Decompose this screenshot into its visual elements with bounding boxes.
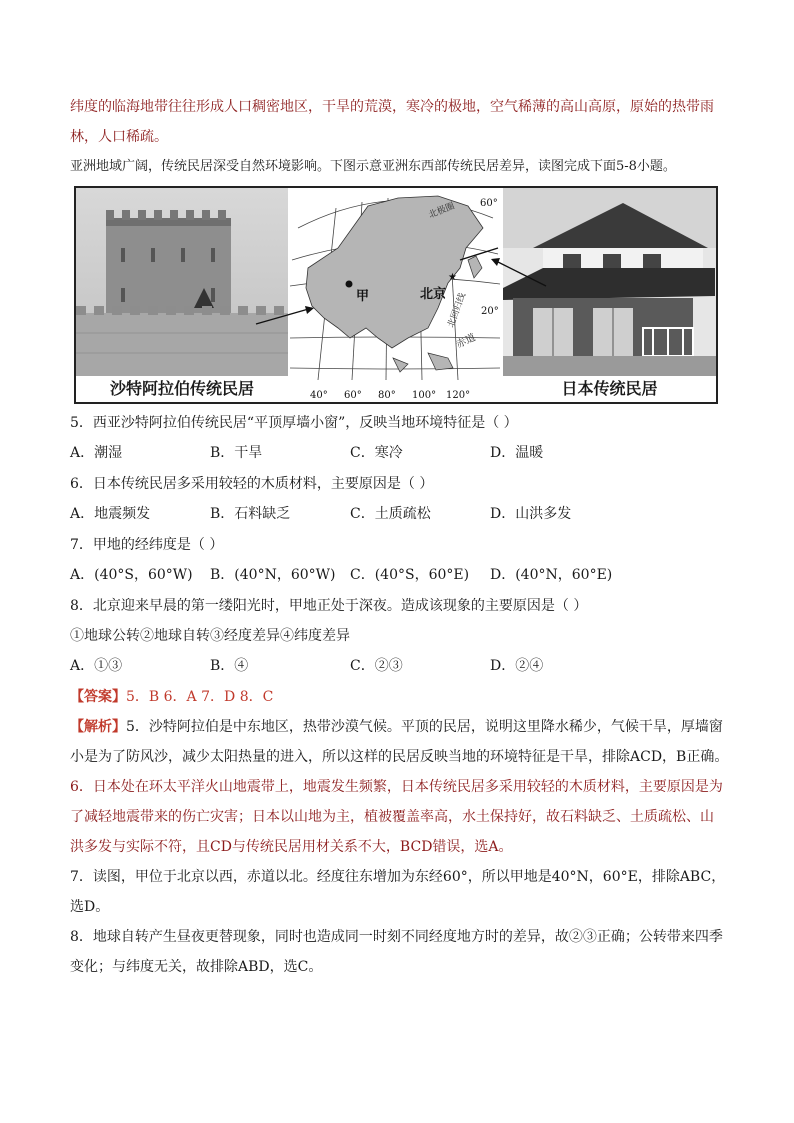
q8-option-b[interactable]: B．④	[210, 658, 249, 674]
arrow-left-icon	[305, 306, 314, 314]
q8-option-d[interactable]: D．②④	[490, 658, 544, 674]
q8-option-a[interactable]: A．①③	[70, 658, 123, 674]
q5-option-a[interactable]: A．潮湿	[70, 445, 123, 461]
map-label-beijing: 北京	[420, 287, 447, 302]
figure-arrows	[76, 188, 716, 402]
analysis-5-line-1	[70, 712, 730, 742]
map-label-lat60: 60°	[480, 198, 498, 209]
saudi-caption: 沙特阿拉伯传统民居	[76, 376, 288, 402]
analysis-6-line-3: 洪多发与实际不符，且CD与传统民居用材关系不大，BCD错误，选A。	[70, 839, 513, 855]
document-page	[70, 92, 730, 982]
q6-option-d[interactable]: D．山洪多发	[490, 506, 572, 522]
analysis-5-line-2: 小是为了防风沙，减少太阳热量的进入，所以这样的民居反映当地的环境特征是干旱，排除ACD，B正确。	[70, 749, 729, 765]
analysis-7-line-1: 7．读图，甲位于北京以西，赤道以北。经度往东增加为东经60°，所以甲地是40°N，60°E，排除ABC，	[70, 869, 726, 885]
question-7: 7．甲地的经纬度是（ ）	[70, 537, 224, 553]
japan-caption: 日本传统民居	[503, 376, 716, 402]
lon-tick-80: 80°	[378, 390, 396, 401]
analysis-label: 【解析】	[70, 719, 126, 735]
question-5-options	[70, 438, 730, 469]
map-label-tropic: 北回归线	[446, 291, 469, 330]
intro-line-1: 纬度的临海地带往往形成人口稠密地区，干旱的荒漠，寒冷的极地，空气稀薄的高山高原，原始的热带雨	[70, 99, 714, 115]
map-label-jia: 甲	[356, 289, 370, 304]
question-5: 5．西亚沙特阿拉伯传统民居“平顶厚墙小窗”，反映当地环境特征是（ ）	[70, 415, 518, 431]
map-label-arctic: 北极圈	[427, 201, 457, 221]
answer-text: 5．B 6．A 7．D 8．C	[126, 689, 274, 705]
housing-figure	[74, 186, 718, 404]
intro-line-2: 林，人口稀疏。	[70, 129, 168, 145]
q6-option-c[interactable]: C．土质疏松	[350, 506, 431, 522]
q5-option-b[interactable]: B．干旱	[210, 445, 263, 461]
question-stem-intro: 亚洲地域广阔，传统民居深受自然环境影响。下图示意亚洲东西部传统民居差异，读图完成下面5-8小题。	[70, 159, 676, 174]
q8-option-c[interactable]: C．②③	[350, 658, 403, 674]
answer-block	[70, 682, 730, 712]
analysis-6-line-2: 了减轻地震带来的伤亡灾害；日本以山地为主，植被覆盖率高，水土保持好，故石料缺乏、土质疏松、山	[70, 809, 714, 825]
lon-tick-40: 40°	[310, 390, 328, 401]
answer-label: 【答案】	[70, 689, 126, 705]
q6-option-b[interactable]: B．石料缺乏	[210, 506, 291, 522]
question-8: 8．北京迎来早晨的第一缕阳光时，甲地正处于深夜。造成该现象的主要原因是（ ）	[70, 598, 588, 614]
analysis-8-line-2: 变化；与纬度无关，故排除ABD，选C。	[70, 959, 323, 975]
q6-option-a[interactable]: A．地震频发	[70, 506, 151, 522]
question-6: 6．日本传统民居多采用较轻的木质材料，主要原因是（ ）	[70, 476, 434, 492]
question-8-sub: ①地球公转②地球自转③经度差异④纬度差异	[70, 628, 350, 644]
lon-tick-60: 60°	[344, 390, 362, 401]
analysis-7-line-2: 选D。	[70, 899, 110, 915]
q7-option-c[interactable]: C．(40°S，60°E)	[350, 567, 470, 583]
map-label-lat20: 20°	[481, 306, 499, 317]
map-label-equator: 赤道	[454, 332, 478, 351]
question-6-options	[70, 499, 730, 530]
lon-tick-100: 100°	[412, 390, 437, 401]
analysis-6-line-1: 6．日本处在环太平洋火山地震带上，地震发生频繁，日本传统民居多采用较轻的木质材料，主要原因是为	[70, 779, 723, 795]
q7-option-d[interactable]: D．(40°N，60°E)	[490, 567, 613, 583]
q7-option-b[interactable]: B．(40°N，60°W)	[210, 567, 336, 583]
question-8-options	[70, 651, 730, 682]
question-7-options	[70, 560, 730, 591]
q5-option-c[interactable]: C．寒冷	[350, 445, 403, 461]
analysis-5-text-1: 5．沙特阿拉伯是中东地区，热带沙漠气候。平顶的民居，说明这里降水稀少，气候干旱，厚墙窗	[126, 719, 723, 735]
analysis-8-line-1: 8．地球自转产生昼夜更替现象，同时也造成同一时刻不同经度地方时的差异，故②③正确；公转带来四季	[70, 929, 723, 945]
lon-tick-120: 120°	[446, 390, 471, 401]
q7-option-a[interactable]: A．(40°S，60°W)	[70, 567, 193, 583]
beijing-star-icon: ★	[448, 272, 457, 283]
q5-option-d[interactable]: D．温暖	[490, 445, 544, 461]
